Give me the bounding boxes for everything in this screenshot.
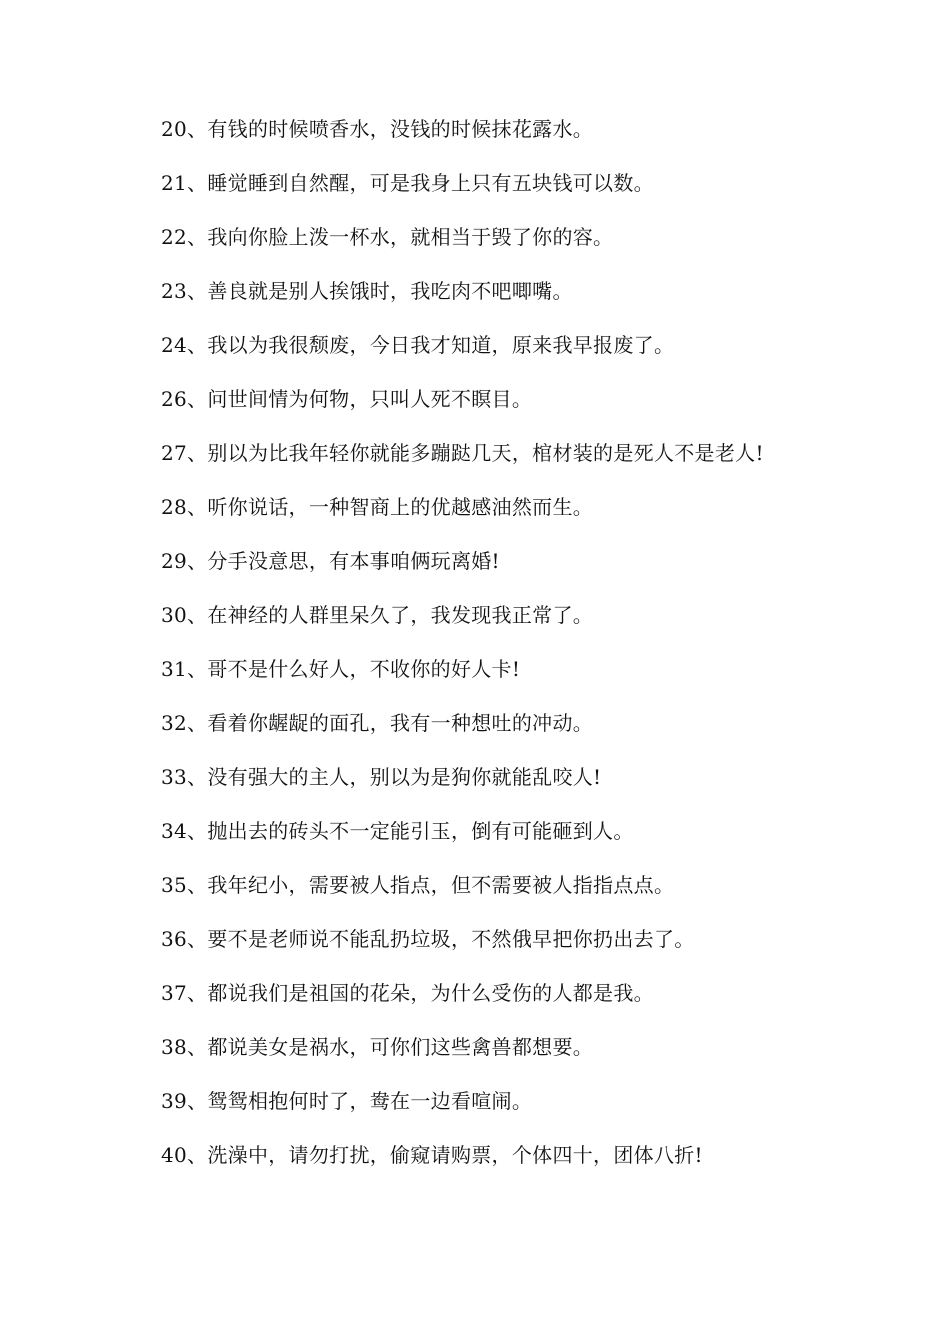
list-item: 23、善良就是别人挨饿时，我吃肉不吧唧嘴。 — [161, 279, 573, 303]
list-item: 37、都说我们是祖国的花朵，为什么受伤的人都是我。 — [161, 981, 654, 1005]
list-item: 21、睡觉睡到自然醒，可是我身上只有五块钱可以数。 — [161, 171, 654, 195]
list-item: 22、我向你脸上泼一杯水，就相当于毁了你的容。 — [161, 225, 614, 249]
joke-list — [161, 114, 921, 1194]
list-item: 32、看着你龌龊的面孔，我有一种想吐的冲动。 — [161, 711, 594, 735]
list-item: 33、没有强大的主人，别以为是狗你就能乱咬人! — [161, 765, 602, 789]
list-item: 31、哥不是什么好人，不收你的好人卡! — [161, 657, 521, 681]
list-item: 38、都说美女是祸水，可你们这些禽兽都想要。 — [161, 1035, 594, 1059]
list-item: 36、要不是老师说不能乱扔垃圾，不然俄早把你扔出去了。 — [161, 927, 695, 951]
list-item: 24、我以为我很颓废，今日我才知道，原来我早报废了。 — [161, 333, 675, 357]
list-item: 20、有钱的时候喷香水，没钱的时候抹花露水。 — [161, 117, 594, 141]
list-item: 35、我年纪小，需要被人指点，但不需要被人指指点点。 — [161, 873, 675, 897]
list-item: 27、别以为比我年轻你就能多蹦跶几天，棺材装的是死人不是老人! — [161, 441, 764, 465]
list-item: 29、分手没意思，有本事咱俩玩离婚! — [161, 549, 500, 573]
list-item: 30、在神经的人群里呆久了，我发现我正常了。 — [161, 603, 594, 627]
list-item: 26、问世间情为何物，只叫人死不瞑目。 — [161, 387, 533, 411]
list-item: 39、鸳鸳相抱何时了，鸯在一边看喧闹。 — [161, 1089, 533, 1113]
list-item: 34、抛出去的砖头不一定能引玉，倒有可能砸到人。 — [161, 819, 634, 843]
list-item: 28、听你说话，一种智商上的优越感油然而生。 — [161, 495, 594, 519]
list-item: 40、洗澡中，请勿打扰，偷窥请购票，个体四十，团体八折! — [161, 1143, 703, 1167]
